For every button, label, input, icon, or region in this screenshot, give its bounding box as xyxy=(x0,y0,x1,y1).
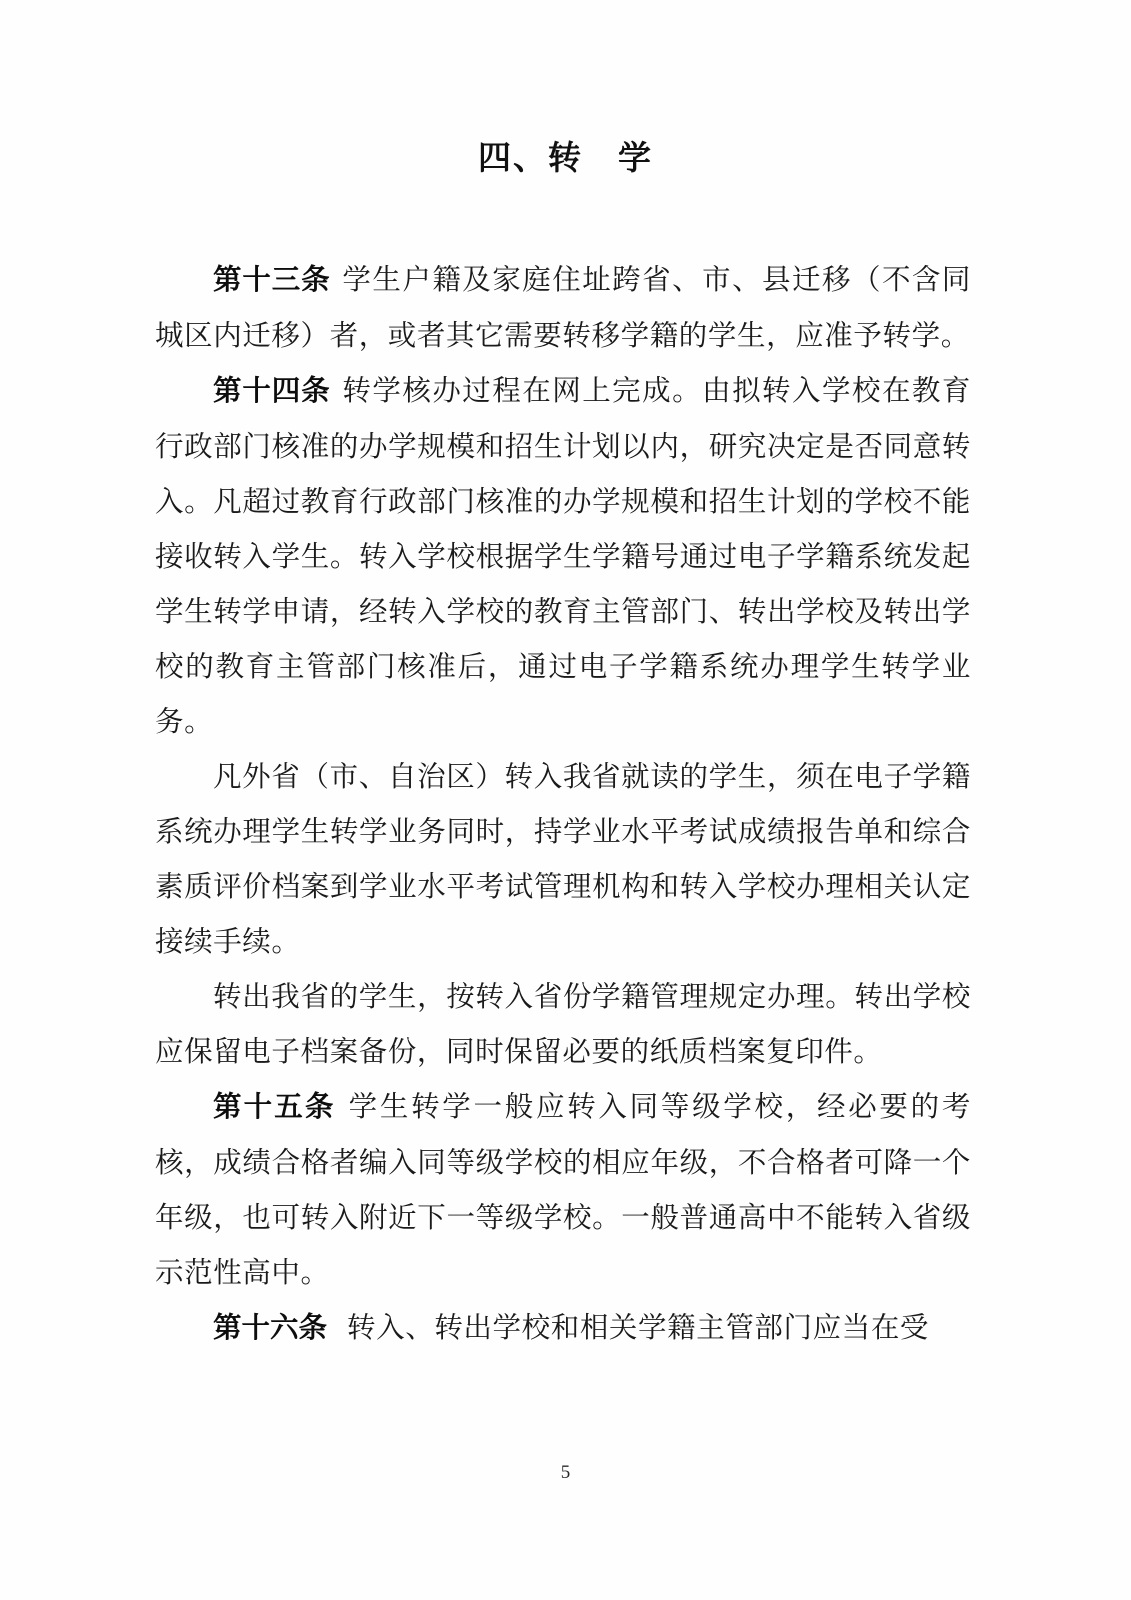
paragraph-article-14 xyxy=(155,363,971,749)
paragraph-article-14-sub-2 xyxy=(155,969,971,1079)
page-number: 5 xyxy=(560,1462,571,1483)
article-label-13: 第十三条 xyxy=(213,264,331,296)
paragraph-text: 凡外省（市、自治区）转入我省就读的学生，须在电子学籍系统办理学生转学业务同时，持学业水平考试成绩报告单和综合素质评价档案到学业水平考试管理机构和转入学校办理相关认定接续手续。 xyxy=(155,760,971,958)
article-label-16: 第十六条 xyxy=(213,1312,328,1344)
document-body xyxy=(155,252,971,1356)
paragraph-text: 转入、转出学校和相关学籍主管部门应当在受 xyxy=(347,1311,930,1344)
paragraph-article-16 xyxy=(155,1300,971,1356)
page-title: 四、转 学 xyxy=(478,139,653,176)
paragraph-article-13 xyxy=(155,252,971,363)
paragraph-text: 学生转学一般应转入同等级学校，经必要的考核，成绩合格者编入同等级学校的相应年级，不合格者可降一个年级，也可转入附近下一等级学校。一般普通高中不能转入省级示范性高中。 xyxy=(155,1090,971,1289)
paragraph-text: 转学核办过程在网上完成。由拟转入学校在教育行政部门核准的办学规模和招生计划以内，研究决定是否同意转入。凡超过教育行政部门核准的办学规模和招生计划的学校不能接收转入学生。转入学校根据学生学籍号通过电子学籍系统发起学生转学申请，经转入学校的教育主管部门、转出学校及转出学校的教育主管部门核准后，通过电子学籍系统办理学生转学业务。 xyxy=(155,374,971,738)
paragraph-text: 转出我省的学生，按转入省份学籍管理规定办理。转出学校应保留电子档案备份，同时保留必要的纸质档案复印件。 xyxy=(155,980,971,1068)
paragraph-article-15 xyxy=(155,1079,971,1300)
article-label-14: 第十四条 xyxy=(213,375,331,407)
paragraph-article-14-sub-1 xyxy=(155,749,971,969)
article-label-15: 第十五条 xyxy=(213,1091,336,1123)
paragraph-text: 学生户籍及家庭住址跨省、市、县迁移（不含同城区内迁移）者，或者其它需要转移学籍的学生，应准予转学。 xyxy=(155,263,971,352)
